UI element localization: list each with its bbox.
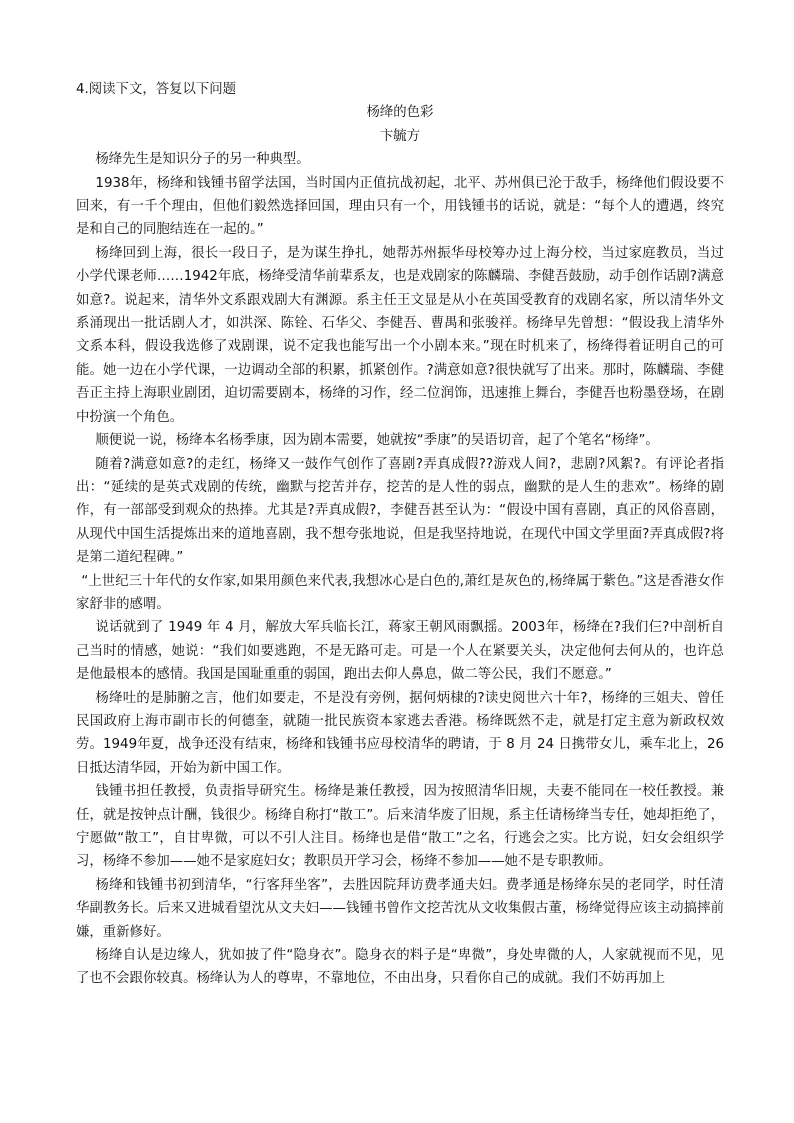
paragraph-1: 杨绛先生是知识分子的另一种典型。 <box>95 152 310 168</box>
paragraph-11: 杨绛自认是边缘人，犹如披了件“隐身衣”。隐身衣的料子是“卑微”，身处卑微的人，人家就视而不见，见了也不会跟你较真。杨绛认为人的尊卑，不靠地位，不由出身，只看你自己的成就。我们不妨再加上 <box>76 948 724 987</box>
question-label: 4.阅读下文，答复以下问题 <box>76 82 237 97</box>
paragraph-7: 说话就到了 1949 年 4 月，解放大军兵临长江，蒋家王朝风雨飘摇。2003年，杨绛在?我们仨?中剖析自己当时的情感，她说：“我们如要逃跑，不是无路可走。可是一个人在紧要关头，决定他何去何从的，也许总是他最根本的感情。我国是国耻重重的弱国，跑出去仰人鼻息，做二等公民，我们不愿意。” <box>76 620 724 683</box>
paragraph-10: 杨绛和钱锺书初到清华，“行客拜坐客”，去胜因院拜访费孝通夫妇。费孝通是杨绛东吴的老同学，时任清华副教务长。后来又进城看望沈从文夫妇——钱锺书曾作文挖苦沈从文收集假古董，杨绛觉得应该主动搞摔前嫌，重新修好。 <box>76 877 724 940</box>
paragraph-5: 随着?满意如意?的走红，杨绛又一鼓作气创作了喜剧?弄真成假??游戏人间?，悲剧?风絮?。有评论者指出：“延续的是英式戏剧的传统，幽默与挖苦并存，挖苦的是人性的弱点，幽默的是人生的悲欢”。杨绛的剧作，有一部部受到观众的热捧。尤其是?弄真成假?，李健吾甚至认为：“假设中国有喜剧，真正的风俗喜剧，从现代中国生活提炼出来的道地喜剧，我不想夸张地说，但是我坚持地说，在现代中国文学里面?弄真成假?将是第二道纪程碑。” <box>76 456 724 566</box>
paragraph-4: 顺便说一说，杨绛本名杨季康，因为剧本需要，她就按“季康”的吴语切音，起了个笔名“杨绛”。 <box>95 433 659 449</box>
paragraph-3: 杨绛回到上海，很长一段日子，是为谋生挣扎，她帮苏州振华母校筹办过上海分校，当过家庭教员，当过小学代课老师……1942年底，杨绛受清华前辈系友，也是戏剧家的陈麟瑞、李健吾鼓励，动手创作话剧?满意如意?。说起来，清华外文系跟戏剧大有渊源。系主任王文显是从小在英国受教育的戏剧名家，所以清华外文系涌现出一批话剧人才，如洪深、陈铨、石华父、李健吾、曹禺和张骏祥。杨绛早先曾想：“假设我上清华外文系本科，假设我选修了戏剧课，说不定我也能写出一个小剧本来。”现在时机来了，杨绛得着证明自己的可能。她一边在小学代课，一边调动全部的积累，抓紧创作。?满意如意?很快就写了出来。那时，陈麟瑞、李健吾正主持上海职业剧团，迫切需要剧本，杨绛的习作，经二位润饰，迅速推上舞台，李健吾也粉墨登场，在剧中扮演一个角色。 <box>76 245 724 425</box>
document-page <box>76 78 724 991</box>
article-author: 卞毓方 <box>379 128 421 144</box>
paragraph-6: “上世纪三十年代的女作家,如果用颜色来代表,我想冰心是白色的,萧红是灰色的,杨绛属于紫色。”这是香港女作家舒非的感喟。 <box>76 573 724 612</box>
paragraph-2: 1938年，杨绛和钱锺书留学法国，当时国内正值抗战初起，北平、苏州俱已沦于敌手，杨绛他们假设要不回来，有一千个理由，但他们毅然选择回国，理由只有一个，用钱锺书的话说，就是：“每个人的遭遇，终究是和自己的同胞结连在一起的。” <box>76 175 724 238</box>
paragraph-9: 钱锺书担任教授，负责指导研究生。杨绛是兼任教授，因为按照清华旧规，夫妻不能同在一校任教授。兼任，就是按钟点计酬，钱很少。杨绛自称打“散工”。后来清华废了旧规，系主任请杨绛当专任，她却拒绝了，宁愿做“散工”，自甘卑微，可以不引人注目。杨绛也是借“散工”之名，行逃会之实。比方说，妇女会组织学习，杨绛不参加——她不是家庭妇女；教职员开学习会，杨绛不参加——她不是专职教师。 <box>76 784 724 870</box>
article-title: 杨绛的色彩 <box>366 105 434 121</box>
paragraph-8: 杨绛吐的是肺腑之言，他们如要走，不是没有旁例，据何炳棣的?读史阅世六十年?，杨绛的三姐夫、曾任民国政府上海市副市长的何德奎，就随一批民族资本家逃去香港。杨绛既然不走，就是打定主意为新政权效劳。1949年夏，战争还没有结束，杨绛和钱锺书应母校清华的聘请，于 8 月 24 日携带女儿，乘车北上，26 日抵达清华园，开始为新中国工作。 <box>76 690 724 776</box>
